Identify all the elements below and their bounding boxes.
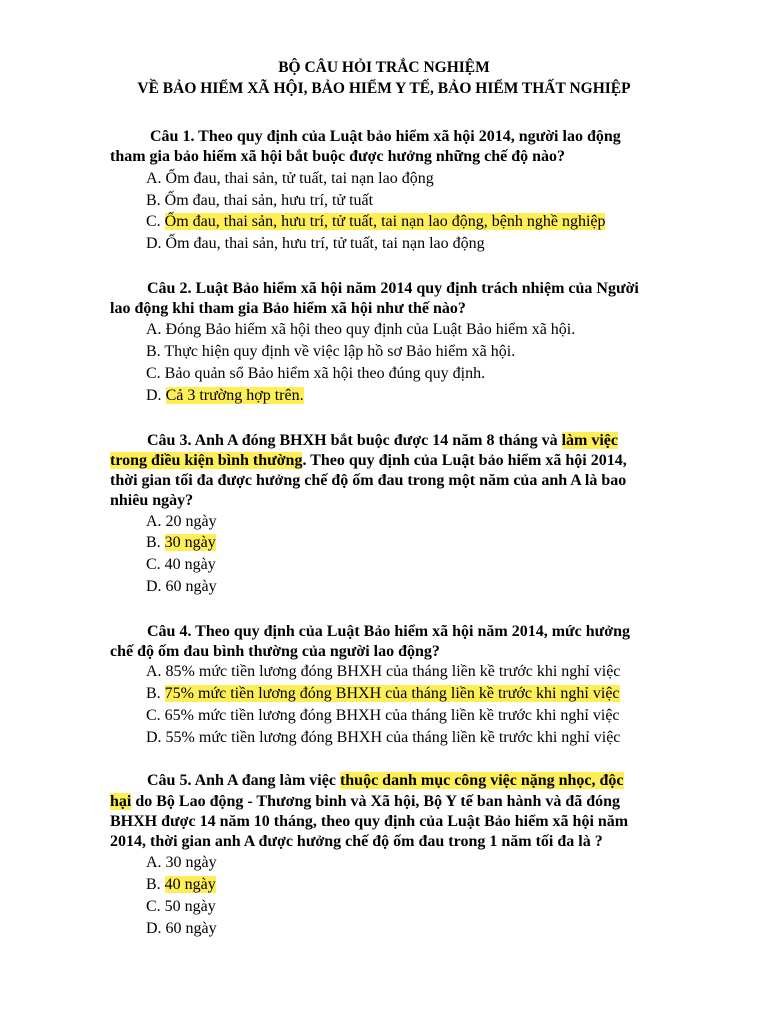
question-5-line-2: hại do Bộ Lao động - Thương binh và Xã hội, Bộ Y tế ban hành và đã đóng	[110, 793, 621, 810]
q5-option-c: C. 50 ngày	[146, 898, 216, 915]
q2-option-d: D. Cả 3 trường hợp trên.	[146, 387, 304, 404]
question-3-line-3: thời gian tối đa được hưởng chế độ ốm đau trong một năm của anh A là bao	[110, 472, 627, 489]
q2-option-c: C. Bảo quản sổ Bảo hiểm xã hội theo đúng quy định.	[146, 365, 486, 382]
q1-answer-highlight: Ốm đau, thai sản, hưu trí, tử tuất, tai nạn lao động, bệnh nghề nghiệp	[164, 213, 606, 230]
question-1-line-2: tham gia bảo hiểm xã hội bắt buộc được hưởng những chế độ nào?	[110, 148, 566, 165]
q5-option-d: D. 60 ngày	[146, 920, 217, 937]
q5-answer-highlight: 40 ngày	[164, 876, 216, 893]
q3-option-c: C. 40 ngày	[146, 556, 216, 573]
q3-option-b: B. 30 ngày	[146, 534, 216, 551]
title-line-2: VỀ BẢO HIỂM XÃ HỘI, BẢO HIỂM Y TẾ, BẢO HIỂM THẤT NGHIỆP	[137, 80, 631, 97]
question-1-line-1: Câu 1. Theo quy định của Luật bảo hiểm xã hội 2014, người lao động	[150, 128, 621, 145]
question-5-line-1: Câu 5. Anh A đang làm việc thuộc danh mục công việc nặng nhọc, độc	[147, 772, 624, 789]
question-5-line-3: BHXH được 14 năm 10 tháng, theo quy định của Luật Bảo hiểm xã hội năm	[110, 813, 629, 830]
q4-option-b: B. 75% mức tiền lương đóng BHXH của tháng liền kề trước khi nghỉ việc	[146, 685, 620, 702]
q3-answer-highlight: 30 ngày	[164, 534, 216, 551]
question-4-line-1: Câu 4. Theo quy định của Luật Bảo hiểm xã hội năm 2014, mức hưởng	[147, 623, 630, 640]
q5-highlight-2: hại	[110, 793, 132, 810]
q3-option-d: D. 60 ngày	[146, 578, 217, 595]
q4-option-d: D. 55% mức tiền lương đóng BHXH của tháng liền kề trước khi nghỉ việc	[146, 729, 621, 746]
question-2-line-1: Câu 2. Luật Bảo hiểm xã hội năm 2014 quy định trách nhiệm của Người	[147, 280, 639, 297]
q5-option-b: B. 40 ngày	[146, 876, 216, 893]
q4-option-c: C. 65% mức tiền lương đóng BHXH của tháng liền kề trước khi nghỉ việc	[146, 707, 620, 724]
question-5-line-4: 2014, thời gian anh A được hưởng chế độ ốm đau trong 1 năm tối đa là ?	[110, 833, 603, 850]
q1-option-c: C. Ốm đau, thai sản, hưu trí, tử tuất, tai nạn lao động, bệnh nghề nghiệp	[146, 213, 606, 230]
q4-option-a: A. 85% mức tiền lương đóng BHXH của tháng liền kề trước khi nghỉ việc	[146, 663, 621, 680]
question-2-line-2: lao động khi tham gia Bảo hiểm xã hội như thế nào?	[110, 300, 466, 317]
q1-option-d: D. Ốm đau, thai sản, hưu trí, tử tuất, tai nạn lao động	[146, 235, 485, 252]
question-4-line-2: chế độ ốm đau bình thường của người lao động?	[110, 643, 440, 660]
question-3-line-2: trong điều kiện bình thường. Theo quy định của Luật bảo hiểm xã hội 2014,	[110, 452, 627, 469]
q3-option-a: A. 20 ngày	[146, 513, 217, 530]
title-line-1: BỘ CÂU HỎI TRẮC NGHIỆM	[278, 59, 490, 76]
q2-option-a: A. Đóng Bảo hiểm xã hội theo quy định của Luật Bảo hiểm xã hội.	[146, 321, 576, 338]
question-3-line-1: Câu 3. Anh A đóng BHXH bắt buộc được 14 năm 8 tháng và làm việc	[147, 432, 618, 449]
q2-option-b: B. Thực hiện quy định về việc lập hồ sơ Bảo hiểm xã hội.	[146, 343, 516, 360]
q3-highlight-1: làm việc	[561, 432, 618, 449]
q3-highlight-2: trong điều kiện bình thường	[110, 452, 303, 469]
q1-option-b: B. Ốm đau, thai sản, hưu trí, tử tuất	[146, 192, 374, 209]
q1-option-a: A. Ốm đau, thai sản, tử tuất, tai nạn lao động	[146, 170, 434, 187]
q4-answer-highlight: 75% mức tiền lương đóng BHXH của tháng liền kề trước khi nghỉ việc	[164, 685, 620, 702]
question-3-line-4: nhiêu ngày?	[110, 492, 194, 509]
q5-option-a: A. 30 ngày	[146, 854, 217, 871]
q5-highlight-1: thuộc danh mục công việc nặng nhọc, độc	[339, 772, 624, 789]
q2-answer-highlight: Cả 3 trường hợp trên.	[165, 387, 304, 404]
